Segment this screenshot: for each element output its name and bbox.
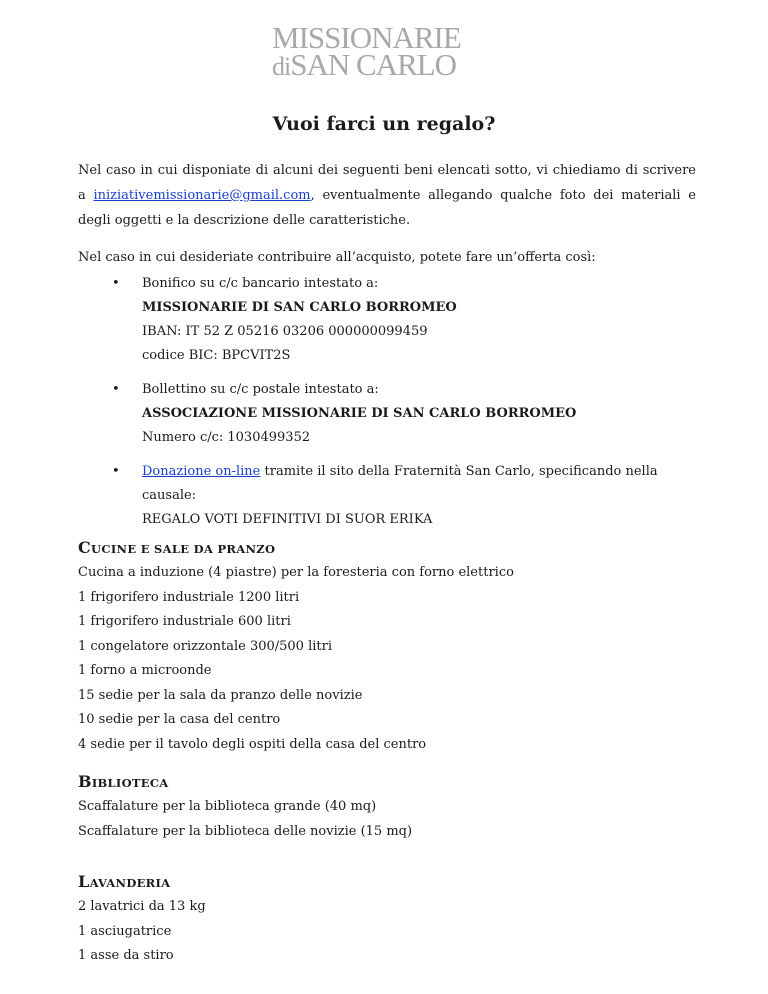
list-item: 1 forno a microonde	[78, 663, 212, 678]
missionarie-logo	[272, 20, 500, 82]
title-cap: C	[78, 538, 92, 557]
logo-line-2	[272, 49, 500, 80]
section-title-biblioteca	[78, 772, 718, 791]
intro-text-1: Nel caso in cui disponiate di alcuni dei seguenti beni elencati sotto, vi chiediamo di scrivere a	[78, 163, 696, 203]
bonifico-bic: codice BIC: BPCVIT2S	[142, 348, 291, 363]
section-cucine	[78, 538, 718, 757]
intro-text-2: , eventualmente allegando qualche foto dei materiali e degli oggetti e la descrizione delle caratteristiche.	[78, 188, 696, 228]
title-cap: L	[78, 872, 90, 891]
list-item: 1 asse da stiro	[78, 948, 174, 963]
list-item: 1 frigorifero industriale 600 litri	[78, 614, 291, 629]
offer-intro: Nel caso in cui desideriate contribuire all’acquisto, potete fare un’offerta così:	[78, 250, 596, 265]
list-item-bonifico	[112, 272, 712, 368]
bollettino-numero: Numero c/c: 1030499352	[142, 430, 311, 445]
bollettino-name: ASSOCIAZIONE MISSIONARIE DI SAN CARLO BORROMEO	[142, 406, 577, 421]
list-item-online	[112, 460, 712, 532]
list-item: 10 sedie per la casa del centro	[78, 712, 281, 727]
list-item: 2 lavatrici da 13 kg	[78, 899, 206, 914]
logo-di: di	[272, 52, 291, 81]
section-lavanderia	[78, 872, 718, 969]
online-causale: REGALO VOTI DEFINITIVI DI SUOR ERIKA	[142, 512, 433, 527]
online-line	[142, 460, 712, 508]
bonifico-name: MISSIONARIE DI SAN CARLO BORROMEO	[142, 300, 457, 315]
bollettino-label: • Bollettino su c/c postale intestato a:	[142, 382, 379, 397]
title-rest: AVANDERIA	[89, 876, 171, 890]
list-item: 1 frigorifero industriale 1200 litri	[78, 589, 300, 605]
list-item: Scaffalature per la biblioteca grande (40 mq)	[78, 799, 377, 814]
page-title: Vuoi farci un regalo?	[272, 113, 496, 135]
donazione-link[interactable]: Donazione on-line	[142, 464, 261, 479]
intro-paragraph	[78, 158, 696, 233]
list-item: 4 sedie per il tavolo degli ospiti della casa del centro	[78, 736, 427, 752]
title-rest: UCINE E SALE DA PRANZO	[91, 542, 276, 556]
list-item: Scaffalature per la biblioteca delle novizie (15 mq)	[78, 823, 413, 839]
list-item-bollettino	[112, 378, 712, 450]
section-title-cucine	[78, 538, 718, 557]
online-text: tramite il sito della Fraternità San Carlo, specificando nella causale:	[142, 464, 658, 503]
section-biblioteca	[78, 772, 718, 844]
title-rest: IBLIOTECA	[91, 776, 169, 790]
bonifico-iban: IBAN: IT 52 Z 05216 03206 000000099459	[142, 324, 428, 339]
title-cap: B	[78, 772, 92, 791]
list-item: 15 sedie per la sala da pranzo delle novizie	[78, 687, 363, 703]
list-item: Cucina a induzione (4 piastre) per la foresteria con forno elettrico	[78, 565, 514, 580]
payment-list	[112, 272, 712, 542]
list-item: 1 asciugatrice	[78, 923, 172, 939]
logo-san-carlo: SAN CARLO	[290, 47, 457, 82]
bonifico-label: • Bonifico su c/c bancario intestato a:	[142, 276, 379, 291]
email-link[interactable]: iniziativemissionarie@gmail.com	[93, 188, 311, 203]
logo-line-1: MISSIONARIE	[272, 20, 461, 55]
section-title-lavanderia	[78, 872, 718, 891]
list-item: 1 congelatore orizzontale 300/500 litri	[78, 638, 333, 654]
